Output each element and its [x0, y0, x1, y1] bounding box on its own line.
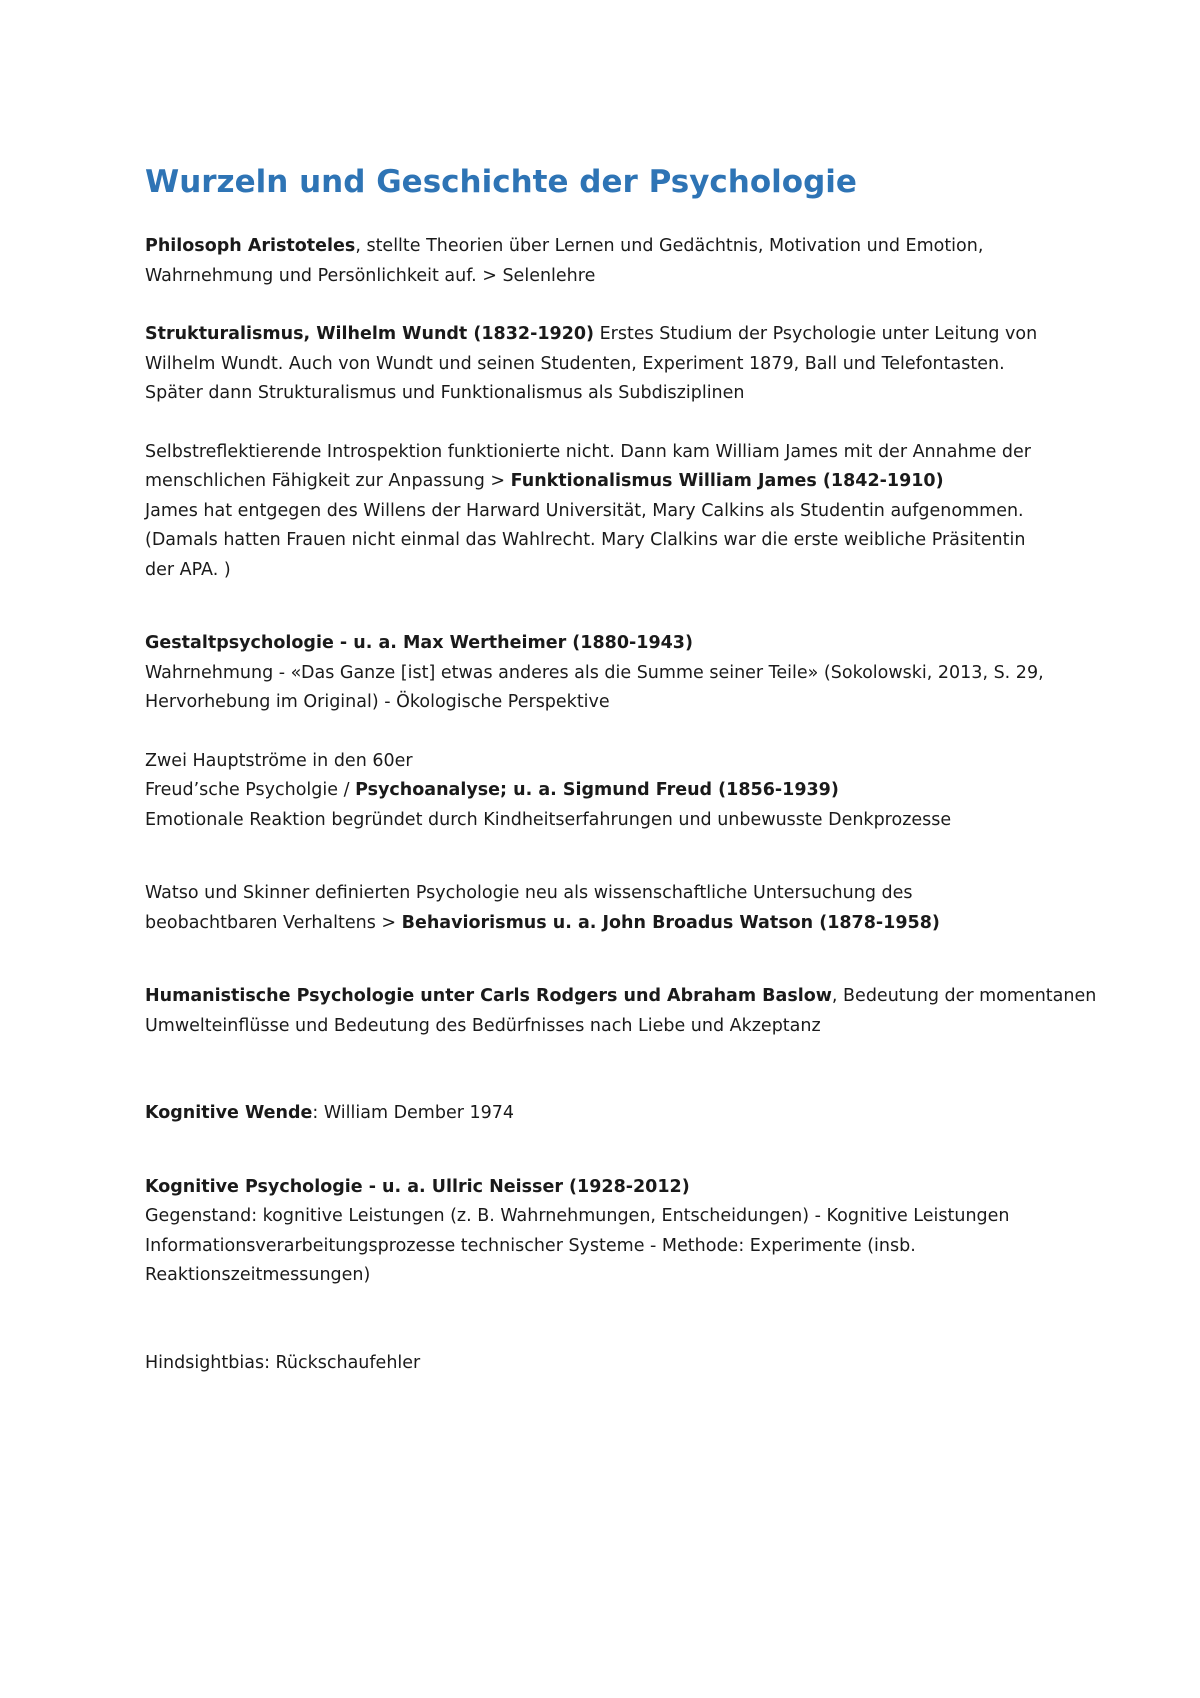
gestalt-line-2: Wahrnehmung - «Das Ganze [ist] etwas anderes als die Summe seiner Teile» (Sokolowski, 2013, S. 29, — [145, 662, 1044, 683]
paragraph-kognitive-psychologie — [145, 1173, 1085, 1291]
humanistisch-line-1 — [145, 982, 1097, 1012]
freud-line-2 — [145, 776, 1085, 806]
paragraph-hindsight — [145, 1349, 1085, 1379]
document-body — [145, 160, 1097, 1407]
james-text: menschlichen Fähigkeit zur Anpassung > — [145, 471, 511, 491]
behaviorismus-line-1: Watso und Skinner definierten Psychologie neu als wissenschaftliche Untersuchung des — [145, 883, 913, 903]
hindsight-line-1: Hindsightbias: Rückschaufehler — [145, 1352, 421, 1373]
james-heading: Funktionalismus William James (1842-1910) — [510, 471, 944, 491]
james-line-5: der APA. ) — [145, 559, 231, 580]
james-line-2 — [145, 467, 1085, 497]
kognitiv-line-1 — [145, 1173, 1085, 1203]
aristoteles-heading: Philosoph Aristoteles — [145, 236, 356, 256]
freud-line-1: Zwei Hauptströme in den 60er — [145, 750, 413, 771]
humanistisch-heading: Humanistische Psychologie unter Carls Rodgers und Abraham Baslow — [145, 986, 832, 1006]
wundt-heading: Strukturalismus, Wilhelm Wundt (1832-1920) — [145, 324, 595, 344]
freud-text: Freud’sche Psycholgie / — [145, 780, 356, 800]
gestalt-line-1 — [145, 629, 1085, 659]
paragraph-aristoteles — [145, 232, 1085, 291]
paragraph-wundt — [145, 320, 1085, 409]
kognitiv-heading: Kognitive Psychologie - u. a. Ullric Neisser (1928-2012) — [145, 1176, 690, 1197]
wende-heading: Kognitive Wende — [145, 1103, 313, 1123]
james-line-3: James hat entgegen des Willens der Harward Universität, Mary Calkins als Studentin aufgenommen. — [145, 500, 1024, 521]
paragraph-gestalt — [145, 629, 1085, 718]
paragraph-james — [145, 438, 1085, 586]
aristoteles-text: , stellte Theorien über Lernen und Gedächtnis, Motivation und Emotion, — [355, 236, 984, 256]
paragraph-humanistisch — [145, 982, 1097, 1041]
wundt-line-2: Wilhelm Wundt. Auch von Wundt und seinen Studenten, Experiment 1879, Ball und Telefontasten. — [145, 353, 1005, 374]
gestalt-line-3: Hervorhebung im Original) - Ökologische Perspektive — [145, 692, 610, 712]
aristoteles-line-1 — [145, 232, 1085, 262]
james-line-1: Selbstreflektierende Introspektion funktionierte nicht. Dann kam William James mit der Annahme der — [145, 441, 1031, 462]
kognitiv-line-4: Reaktionszeitmessungen) — [145, 1265, 371, 1285]
wundt-line-1 — [145, 320, 1085, 350]
freud-heading: Psychoanalyse; u. a. Sigmund Freud (1856-1939) — [355, 780, 839, 800]
behaviorismus-text: beobachtbaren Verhaltens > — [145, 912, 402, 933]
kognitiv-line-3: Informationsverarbeitungsprozesse technischer Systeme - Methode: Experimente (insb. — [145, 1235, 916, 1256]
wundt-line-3: Später dann Strukturalismus und Funktionalismus als Subdisziplinen — [145, 383, 745, 403]
paragraph-freud — [145, 747, 1085, 836]
freud-line-3: Emotionale Reaktion begründet durch Kindheitserfahrungen und unbewusste Denkprozesse — [145, 809, 952, 830]
page-title: Wurzeln und Geschichte der Psychologie — [145, 164, 857, 200]
wende-line-1 — [145, 1099, 1085, 1129]
wende-text: : William Dember 1974 — [312, 1103, 515, 1123]
wundt-text: Erstes Studium der Psychologie unter Leitung von — [594, 324, 1038, 344]
paragraph-kognitive-wende — [145, 1099, 1085, 1129]
humanistisch-text: , Bedeutung der momentanen — [831, 986, 1097, 1006]
paragraph-behaviorismus — [145, 879, 1085, 938]
humanistisch-line-2: Umwelteinflüsse und Bedeutung des Bedürfnisses nach Liebe und Akzeptanz — [145, 1015, 821, 1036]
behaviorismus-line-2 — [145, 909, 1085, 939]
aristoteles-line-2: Wahrnehmung und Persönlichkeit auf. > Selenlehre — [145, 265, 596, 286]
gestalt-heading: Gestaltpsychologie - u. a. Max Wertheimer (1880-1943) — [145, 633, 693, 653]
james-line-4: (Damals hatten Frauen nicht einmal das Wahlrecht. Mary Clalkins war die erste weibliche Präsitentin — [145, 530, 1026, 550]
behaviorismus-heading: Behaviorismus u. a. John Broadus Watson (1878-1958) — [401, 912, 940, 933]
kognitiv-line-2: Gegenstand: kognitive Leistungen (z. B. Wahrnehmungen, Entscheidungen) - Kognitive Leistungen — [145, 1206, 1010, 1226]
